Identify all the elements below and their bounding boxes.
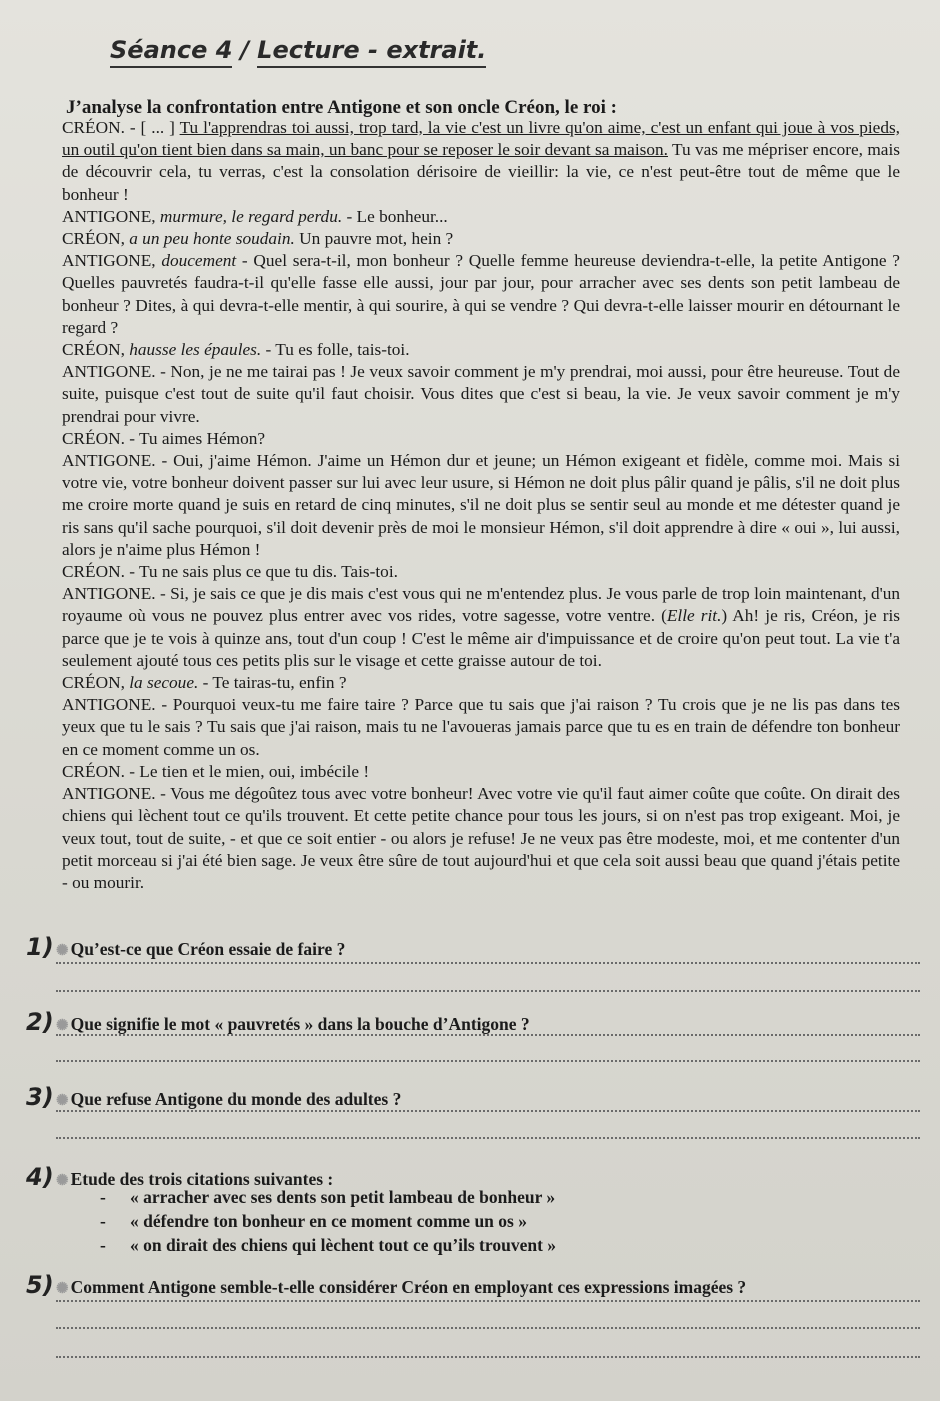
question-number: 4) [26, 1163, 54, 1191]
answer-line[interactable] [56, 990, 920, 992]
citation-2: - « défendre ton bonheur en ce moment comme un os » [100, 1211, 527, 1231]
paragraph-antigone-1: ANTIGONE, murmure, le regard perdu. - Le bonheur... [62, 206, 448, 226]
question-number: 2) [26, 1008, 54, 1036]
question-1 [26, 933, 926, 961]
paragraph-creon-4: CRÉON. - Tu aimes Hémon? [62, 428, 266, 448]
question-3 [26, 1083, 926, 1111]
question-number: 5) [26, 1271, 54, 1299]
stage-direction: a un peu honte soudain. [129, 229, 295, 249]
paragraph-creon-7: CRÉON. - Le tien et le mien, oui, imbécile ! [62, 761, 370, 781]
play-extract [62, 117, 900, 894]
question-number: 1) [26, 933, 54, 961]
star-icon: ✺ [56, 1093, 69, 1109]
session-title: Séance 4 [110, 36, 232, 68]
stage-direction: hausse les épaules. [129, 340, 262, 360]
answer-line[interactable] [56, 962, 920, 964]
answer-line[interactable] [56, 1060, 920, 1062]
paragraph-creon-6: CRÉON, la secoue. - Te tairas-tu, enfin ? [62, 673, 347, 693]
answer-line[interactable] [56, 1327, 920, 1329]
paragraph-creon-2: CRÉON, a un peu honte soudain. Un pauvre mot, hein ? [62, 229, 454, 249]
question-text: Etude des trois citations suivantes : [70, 1169, 334, 1189]
paragraph-antigone-7: ANTIGONE. - Vous me dégoûtez tous avec votre bonheur! Avec votre vie qu'il faut aimer coûte que coûte. On dirait des chiens qui lèchent tout ce qu'ils trouvent. Et cette petite chance pour tous les jours, si on n'est pas trop exigeant. Moi, je veux tout, tout de suite, - et que ce soit entier - ou alors je refuse! Je ne veux pas être modeste, moi, et me contenter d'un petit morceau si j'ai été bien sage. Je veux être sûre de tout aujourd'hui et que cela soit aussi beau que quand j'étais petite - ou mourir. [62, 784, 900, 892]
question-text: Comment Antigone semble-t-elle considérer Créon en employant ces expressions imagées ? [70, 1277, 747, 1297]
star-icon: ✺ [56, 943, 69, 959]
star-icon: ✺ [56, 1281, 69, 1297]
star-icon: ✺ [56, 1173, 69, 1189]
question-text: Que signifie le mot « pauvretés » dans la bouche d’Antigone ? [70, 1014, 530, 1034]
paragraph-antigone-6: ANTIGONE. - Pourquoi veux-tu me faire taire ? Parce que tu sais que j'ai raison ? Tu crois que je ne lis pas dans tes yeux que tu le sais ? Tu sais que j'ai raison, mais tu ne l'avoueras jamais parce que tu es en train de défendre ton bonheur en ce moment comme un os. [62, 695, 900, 759]
handwritten-header: Séance 4 / Lecture - extrait. [110, 36, 486, 64]
star-icon: ✺ [56, 1018, 69, 1034]
stage-direction: Elle rit. [666, 606, 722, 626]
paragraph-creon-3: CRÉON, hausse les épaules. - Tu es folle, tais-toi. [62, 340, 410, 360]
question-2 [26, 1008, 926, 1036]
answer-line[interactable] [56, 1300, 920, 1302]
question-5 [26, 1271, 926, 1299]
paragraph-antigone-5: ANTIGONE. - Si, je sais ce que je dis mais c'est vous qui ne m'entendez plus. Je vous parle de trop loin maintenant, d'un royaume où vous ne pouvez plus entrer avec vos rides, votre sagesse, votre ventre. (Elle rit.) Ah! je ris, Créon, je ris parce que je te vois à quinze ans, tout d'un coup ! C'est le même air d'impuissance et de croire qu'on peut tout. La vie t'a seulement ajouté tous ces petits plis sur le visage et cette graisse autour de toi. [62, 584, 900, 670]
paragraph-creon-5: CRÉON. - Tu ne sais plus ce que tu dis. Tais-toi. [62, 562, 398, 582]
exercise-intro: J’analyse la confrontation entre Antigone et son oncle Créon, le roi : [66, 97, 617, 118]
paragraph-antigone-4: ANTIGONE. - Oui, j'aime Hémon. J'aime un Hémon dur et jeune; un Hémon exigeant et fidèle, comme moi. Mais si votre vie, votre bonheur doivent passer sur lui avec leur usure, si Hémon ne doit plus pâlir quand je pâlis, s'il ne doit plus me croire morte quand je suis en retard de cinq minutes, s'il ne doit plus se sentir seul au monde et me détester quand je ris sans qu'il sache pourquoi, s'il doit devenir près de moi le monsieur Hémon, s'il doit apprendre à dire « oui », lui aussi, alors je n'aime plus Hémon ! [62, 451, 900, 559]
answer-line[interactable] [56, 1034, 920, 1036]
stage-direction: doucement [161, 251, 237, 271]
question-text: Que refuse Antigone du monde des adultes ? [70, 1089, 402, 1109]
question-number: 3) [26, 1083, 54, 1111]
stage-direction: la secoue. [129, 673, 199, 693]
underlined-passage: Tu l'apprendras toi aussi, trop tard, la vie c'est un livre qu'on aime, c'est un enfant qui joue à vos pieds, un outil qu'on tient bien dans sa main, un banc pour se reposer le soir devant sa maison. [62, 118, 901, 160]
answer-line[interactable] [56, 1110, 920, 1112]
answer-line[interactable] [56, 1356, 920, 1358]
reading-title: Lecture - extrait. [257, 36, 486, 68]
citation-1: - « arracher avec ses dents son petit lambeau de bonheur » [100, 1187, 556, 1207]
stage-direction: murmure, le regard perdu. [159, 206, 343, 226]
paragraph-creon-1: CRÉON. - [ ... ] Tu l'apprendras toi aussi, trop tard, la vie c'est un livre qu'on aime, c'est un enfant qui joue à vos pieds, un outil qu'on tient bien dans sa main, un banc pour se reposer le soir devant sa maison. Tu vas me mépriser encore, mais de découvrir cela, tu verras, c'est la consolation dérisoire de vieillir: la vie, ce n'est peut-être tout de même que le bonheur ! [62, 118, 901, 204]
answer-line[interactable] [56, 1137, 920, 1139]
citation-3: - « on dirait des chiens qui lèchent tout ce qu’ils trouvent » [100, 1235, 557, 1255]
paragraph-antigone-2: ANTIGONE, doucement - Quel sera-t-il, mon bonheur ? Quelle femme heureuse deviendra-t-elle, la petite Antigone ? Quelles pauvretés faudra-t-il qu'elle fasse elle aussi, jour par jour, pour arracher avec ses dents son petit lambeau de bonheur ? Dites, à qui devra-t-elle mentir, à qui sourire, à qui se vendre ? Qui devra-t-elle laisser mourir en détournant le regard ? [62, 251, 900, 337]
paragraph-antigone-3: ANTIGONE. - Non, je ne me tairai pas ! Je veux savoir comment je m'y prendrai, moi aussi, pour être heureuse. Tout de suite, puisque c'est tout de suite qu'il faut choisir. Vous dites que c'est si beau, la vie. Je veux savoir comment je m'y prendrai pour vivre. [62, 362, 900, 426]
question-text: Qu’est-ce que Créon essaie de faire ? [70, 939, 346, 959]
